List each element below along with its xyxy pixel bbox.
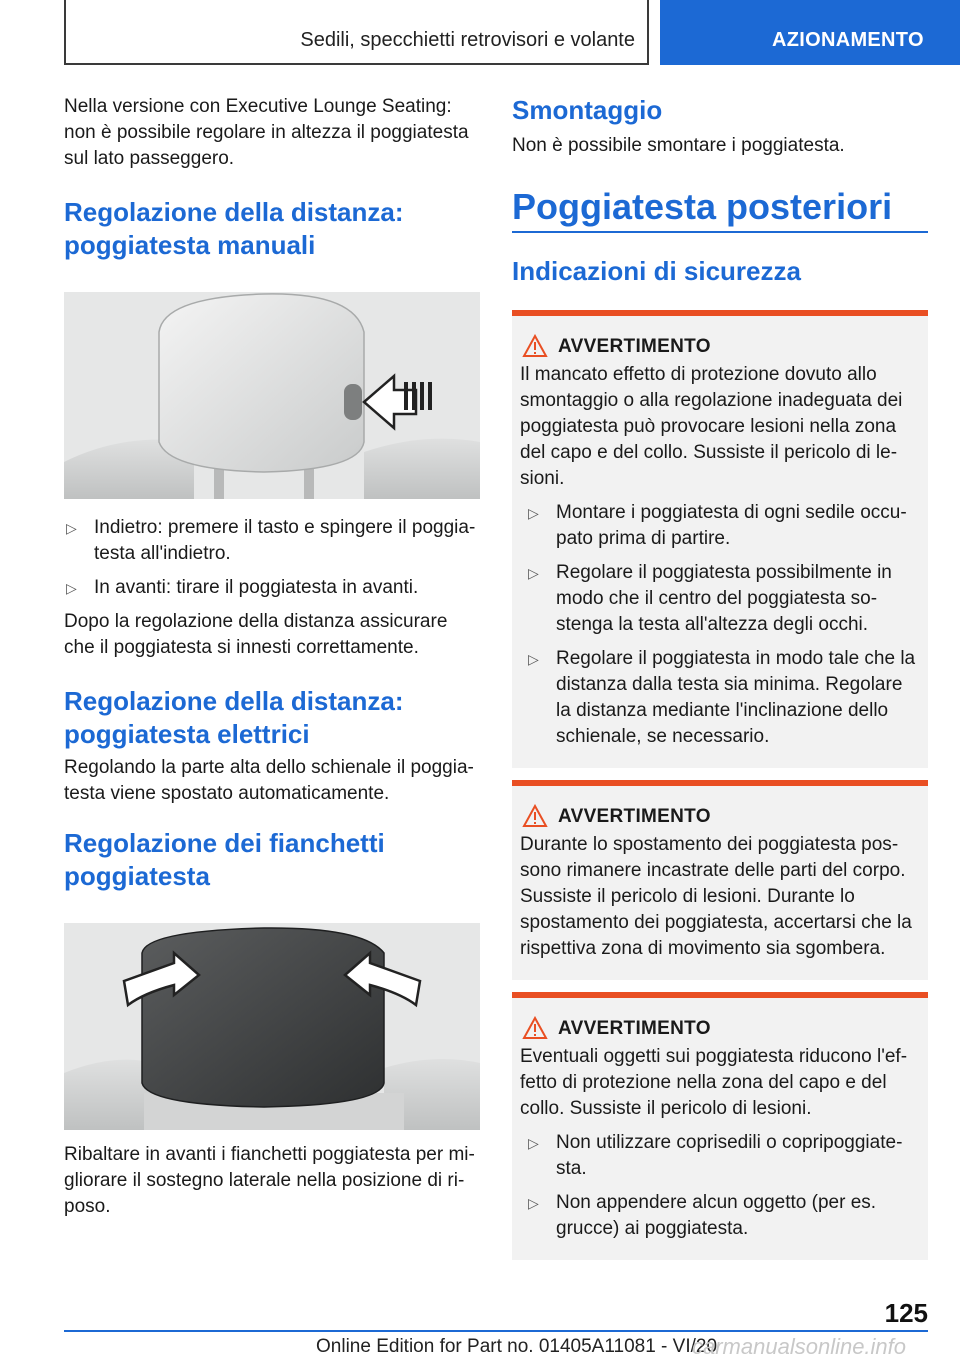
triangle-bullet-icon: ▷ <box>528 1195 539 1211</box>
intro-paragraph: Nella versione con Executive Lounge Seating: non è possibile regolare in altezza il poggiatesta sul lato passeggero. <box>64 96 469 169</box>
warning-title: AVVERTIMENTO <box>520 1016 920 1042</box>
warning-box-2 <box>512 780 928 980</box>
warning-text: Eventuali oggetti sui poggiatesta riducono l'effetto di protezione nella zona del capo e del collo. Sussiste il pericolo di lesioni. <box>520 1046 908 1119</box>
warning-box-3 <box>512 992 928 1260</box>
wings-paragraph: Ribaltare in avanti i fianchetti poggiatesta per migliorare il sostegno laterale nella posizione di riposo. <box>64 1144 475 1217</box>
headrest-wings-image <box>64 923 480 1130</box>
list-item: ▷ Non appendere alcun oggetto (per es. grucce) ai poggiatesta. <box>528 1192 877 1239</box>
warning-triangle-icon <box>522 1016 548 1040</box>
chapter-tab-label: AZIONAMENTO <box>772 29 924 51</box>
headrest-manual-illustration <box>64 292 480 499</box>
triangle-bullet-icon: ▷ <box>528 651 539 667</box>
list-item: ▷ Montare i poggiatesta di ogni sedile occupato prima di partire. <box>528 502 907 549</box>
triangle-bullet-icon: ▷ <box>528 505 539 521</box>
heading-wings: Regolazione dei fianchetti poggiatesta <box>64 828 385 891</box>
triangle-bullet-icon: ▷ <box>66 520 77 536</box>
section-title: Sedili, specchietti retrovisori e volante <box>300 29 635 51</box>
page-number: 125 <box>884 1298 928 1328</box>
list-item: ▷ Non utilizzare coprisedili o copripoggiatesta. <box>528 1132 903 1179</box>
list-item: ▷ In avanti: tirare il poggiatesta in avanti. <box>64 575 480 601</box>
footer-rule <box>64 1330 928 1332</box>
manual-adjust-list <box>64 515 480 601</box>
warning-text: Il mancato effetto di protezione dovuto allo smontaggio o alla regolazione inadeguata dei poggiatesta può provocare lesioni nella zona del capo e del collo. Sussiste il pericolo di lesioni. <box>520 364 903 489</box>
warning-box-1 <box>512 310 928 768</box>
triangle-bullet-icon: ▷ <box>66 580 77 596</box>
removal-paragraph: Non è possibile smontare i poggiatesta. <box>512 135 845 156</box>
right-column <box>512 94 928 1260</box>
heading-rear-headrests: Poggiatesta posteriori <box>512 186 893 227</box>
header-section-box <box>64 0 649 65</box>
edition-text: Online Edition for Part no. 01405A11081 - VI/20 <box>316 1336 718 1357</box>
heading-manual-distance: Regolazione della distanza: poggiatesta manuali <box>64 197 404 260</box>
list-item: ▷ Indietro: premere il tasto e spingere il poggiatesta all'indietro. <box>66 517 476 564</box>
heading-rule <box>512 231 928 233</box>
warning-title: AVVERTIMENTO <box>520 334 920 360</box>
headrest-button-image <box>64 292 480 499</box>
list-item: ▷ Regolare il poggiatesta possibilmente in modo che il centro del poggiatesta sostenga la testa all'altezza degli occhi. <box>528 562 892 635</box>
warning-list <box>526 500 920 750</box>
chapter-tab[interactable] <box>660 0 960 65</box>
triangle-bullet-icon: ▷ <box>528 1135 539 1151</box>
warning-title: AVVERTIMENTO <box>520 804 920 830</box>
heading-removal: Smontaggio <box>512 95 663 125</box>
warning-text: Durante lo spostamento dei poggiatesta possono rimanere incastrate delle parti del corpo. Sussiste il pericolo di lesioni. Durante lo spostamento dei poggiatesta, accertarsi che la rispettiva zona di movimento sia sgombera. <box>520 834 912 959</box>
list-item: ▷ Regolare il poggiatesta in modo tale che la distanza dalla testa sia minima. Regolare la distanza mediante l'inclinazione dello schienale, se necessario. <box>528 648 916 747</box>
electric-paragraph: Regolando la parte alta dello schienale il poggiatesta viene spostato automaticamente. <box>64 757 474 804</box>
warning-list <box>526 1130 920 1242</box>
heading-safety: Indicazioni di sicurezza <box>512 256 801 286</box>
warning-triangle-icon <box>522 334 548 358</box>
headrest-wings-illustration <box>64 923 480 1130</box>
left-column <box>64 94 480 1220</box>
watermark: carmanualsonline.info <box>692 1334 907 1359</box>
heading-electric-distance: Regolazione della distanza: poggiatesta elettrici <box>64 686 404 749</box>
triangle-bullet-icon: ▷ <box>528 565 539 581</box>
manual-after-paragraph: Dopo la regolazione della distanza assicurare che il poggiatesta si innesti correttamente. <box>64 611 448 658</box>
warning-triangle-icon <box>522 804 548 828</box>
